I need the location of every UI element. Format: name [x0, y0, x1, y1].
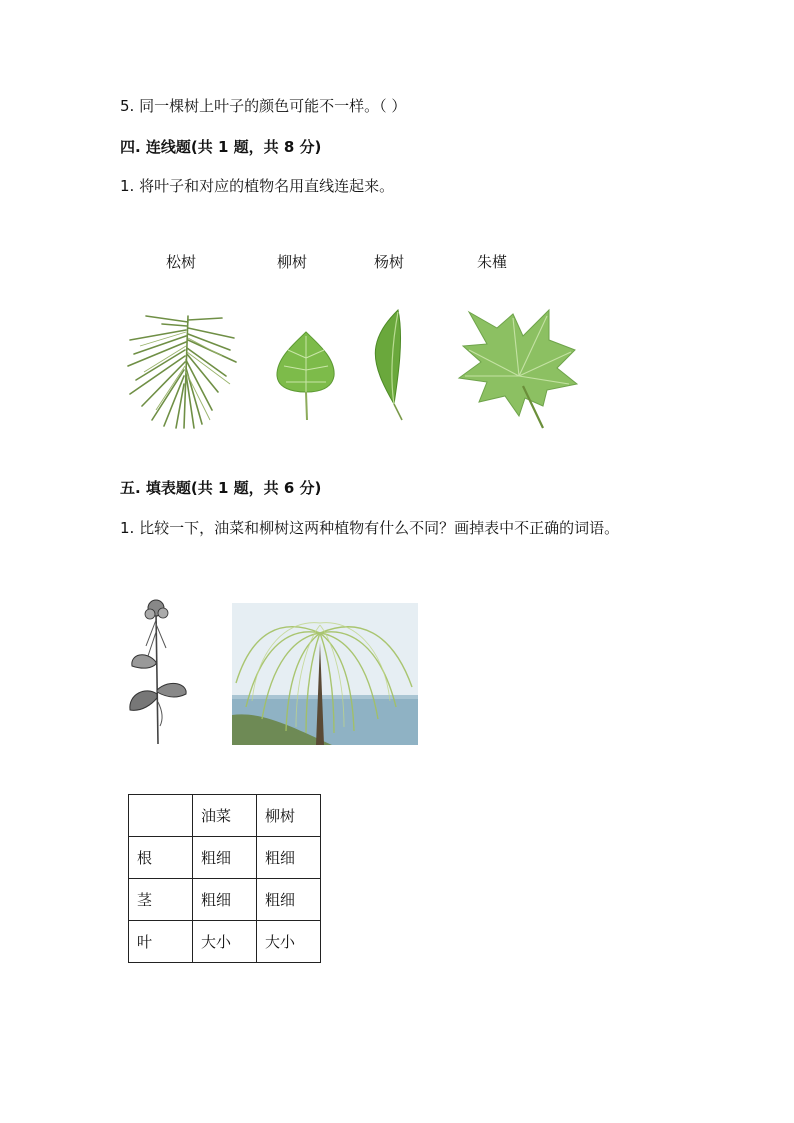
table-cell[interactable]: 粗细 — [193, 837, 257, 879]
plant-name-willow: 柳树 — [277, 253, 308, 271]
table-cell — [129, 795, 193, 837]
table-cell: 柳树 — [257, 795, 321, 837]
table-cell: 根 — [129, 837, 193, 879]
table-cell[interactable]: 大小 — [257, 921, 321, 963]
table-cell[interactable]: 粗细 — [193, 879, 257, 921]
hibiscus-leaf-image — [457, 306, 583, 430]
table-row — [129, 921, 321, 963]
table-cell: 叶 — [129, 921, 193, 963]
table-cell[interactable]: 大小 — [193, 921, 257, 963]
table-row — [129, 879, 321, 921]
poplar-leaf-image — [274, 328, 338, 422]
pine-needles-image — [126, 310, 238, 430]
table-row — [129, 837, 321, 879]
willow-tree-photo — [232, 603, 418, 745]
table-cell[interactable]: 粗细 — [257, 837, 321, 879]
rapeseed-plant-image — [124, 598, 194, 748]
plant-name-hibiscus: 朱槿 — [477, 253, 508, 271]
table-cell: 茎 — [129, 879, 193, 921]
section-4-heading: 四. 连线题(共 1 题，共 8 分) — [120, 138, 322, 156]
table-cell: 油菜 — [193, 795, 257, 837]
section-4-question: 1. 将叶子和对应的植物名用直线连起来。 — [120, 177, 395, 195]
plant-name-pine: 松树 — [166, 253, 197, 271]
section-5-question: 1. 比较一下，油菜和柳树这两种植物有什么不同？画掉表中不正确的词语。 — [120, 519, 620, 537]
willow-leaf-image — [370, 308, 406, 422]
table-cell[interactable]: 粗细 — [257, 879, 321, 921]
plant-name-poplar: 杨树 — [374, 253, 405, 271]
section-5-heading: 五. 填表题(共 1 题，共 6 分) — [120, 479, 322, 497]
comparison-table — [128, 794, 321, 963]
table-header-row — [129, 795, 321, 837]
question-5: 5. 同一棵树上叶子的颜色可能不一样。（ ） — [120, 97, 407, 115]
